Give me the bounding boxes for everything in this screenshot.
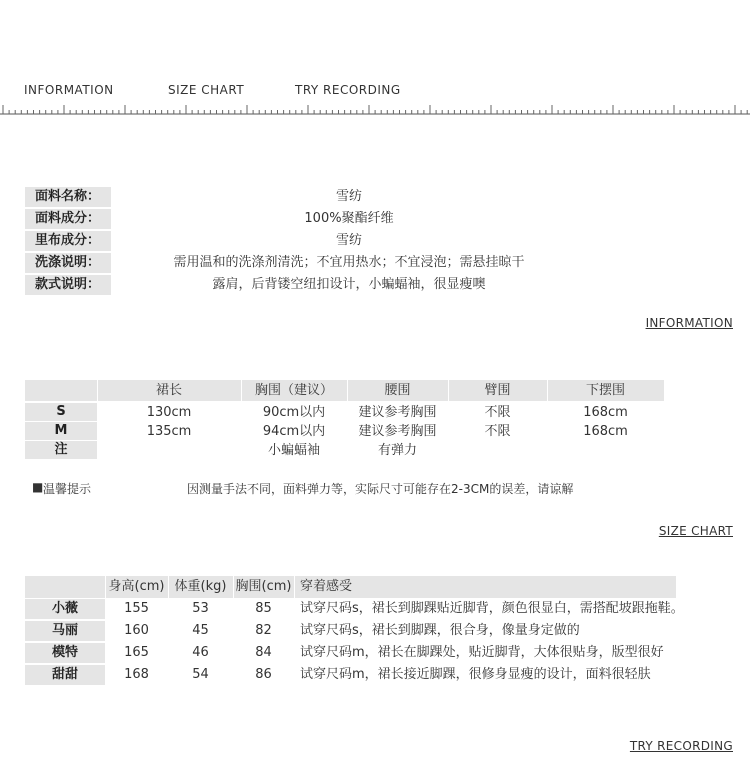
size-cell: 94cm以内 — [262, 424, 326, 439]
size-row-label: M — [25, 422, 97, 440]
lining-composition-value: 雪纺 — [335, 233, 362, 248]
nav-information[interactable]: INFORMATION — [24, 83, 114, 97]
size-col-length: 裙长 — [155, 383, 182, 398]
size-note-cell: 小蝙蝠袖 — [267, 443, 320, 458]
size-col-arm: 臂围 — [484, 383, 511, 398]
size-row-label: 注 — [25, 441, 97, 459]
style-label: 款式说明： — [25, 275, 111, 295]
section-link-try-recording[interactable]: TRY RECORDING — [629, 739, 733, 753]
try-feel: 试穿尺码m，裙长在脚踝处，贴近脚背，大体很贴身，版型很好 — [300, 645, 664, 660]
fabric-composition-value: 100%聚酯纤维 — [304, 211, 394, 226]
try-col-feel: 穿着感受 — [300, 579, 353, 594]
try-cell: 46 — [192, 645, 209, 660]
fabric-row — [25, 231, 625, 251]
size-cell: 不限 — [484, 405, 511, 420]
try-cell: 85 — [255, 601, 272, 616]
tip-text: 因测量手法不同，面料弹力等，实际尺寸可能存在2-3CM的误差，请谅解 — [187, 482, 574, 496]
size-col-waist: 腰围 — [384, 383, 411, 398]
section-link-size-chart[interactable]: SIZE CHART — [658, 524, 733, 538]
try-cell: 165 — [124, 645, 149, 660]
washing-label: 洗涤说明： — [25, 253, 111, 273]
try-cell: 82 — [255, 623, 272, 638]
try-feel: 试穿尺码s，裙长到脚踝贴近脚背，颜色很显白，需搭配坡跟拖鞋。 — [300, 601, 684, 616]
tryer-name: 马丽 — [25, 621, 105, 641]
tip-label: 温馨提示 — [43, 482, 92, 496]
try-cell: 86 — [255, 667, 272, 682]
try-cell: 54 — [192, 667, 209, 682]
size-cell: 130cm — [146, 405, 192, 420]
size-cell: 90cm以内 — [262, 405, 326, 420]
size-col-hem: 下摆围 — [585, 383, 625, 398]
size-note-cell: 有弹力 — [377, 443, 417, 458]
fabric-row — [25, 275, 625, 295]
size-cell: 168cm — [583, 424, 628, 439]
section-link-information[interactable]: INFORMATION — [645, 316, 733, 330]
try-cell: 84 — [255, 645, 272, 660]
fabric-row — [25, 253, 625, 273]
try-col-weight: 体重(kg) — [174, 579, 227, 594]
tip-bullet-icon: ■ — [32, 480, 44, 494]
size-col-bust: 胸围（建议） — [254, 383, 333, 398]
washing-value: 需用温和的洗涤剂清洗；不宜用热水；不宜浸泡；需悬挂晾干 — [173, 255, 525, 270]
try-cell: 160 — [124, 623, 149, 638]
size-row-label: S — [25, 403, 97, 421]
size-cell: 168cm — [583, 405, 628, 420]
ruler-divider — [0, 104, 750, 118]
try-cell: 155 — [124, 601, 149, 616]
tryer-name: 模特 — [25, 643, 105, 663]
lining-composition-label: 里布成分： — [25, 231, 111, 251]
size-cell: 135cm — [146, 424, 192, 439]
try-cell: 168 — [124, 667, 149, 682]
size-cell: 建议参考胸围 — [358, 405, 437, 420]
try-cell: 45 — [192, 623, 209, 638]
nav-try-recording[interactable]: TRY RECORDING — [295, 83, 401, 97]
try-col-height: 身高(cm) — [108, 579, 165, 594]
fabric-row — [25, 209, 625, 229]
style-value: 露肩，后背镂空纽扣设计，小蝙蝠袖，很显瘦噢 — [212, 277, 486, 292]
size-cell: 不限 — [484, 424, 511, 439]
size-cell: 建议参考胸围 — [358, 424, 437, 439]
try-feel: 试穿尺码m，裙长接近脚踝，很修身显瘦的设计，面料很轻肤 — [300, 667, 651, 682]
tryer-name: 甜甜 — [25, 665, 105, 685]
nav-size-chart[interactable]: SIZE CHART — [168, 83, 245, 97]
fabric-name-value: 雪纺 — [335, 189, 362, 204]
try-col-bust: 胸围(cm) — [235, 579, 292, 594]
tryer-name: 小薇 — [25, 599, 105, 619]
try-feel: 试穿尺码s，裙长到脚踝，很合身，像量身定做的 — [300, 623, 580, 638]
fabric-composition-label: 面料成分： — [25, 209, 111, 229]
fabric-row — [25, 187, 625, 207]
fabric-name-label: 面料名称： — [25, 187, 111, 207]
try-cell: 53 — [192, 601, 209, 616]
